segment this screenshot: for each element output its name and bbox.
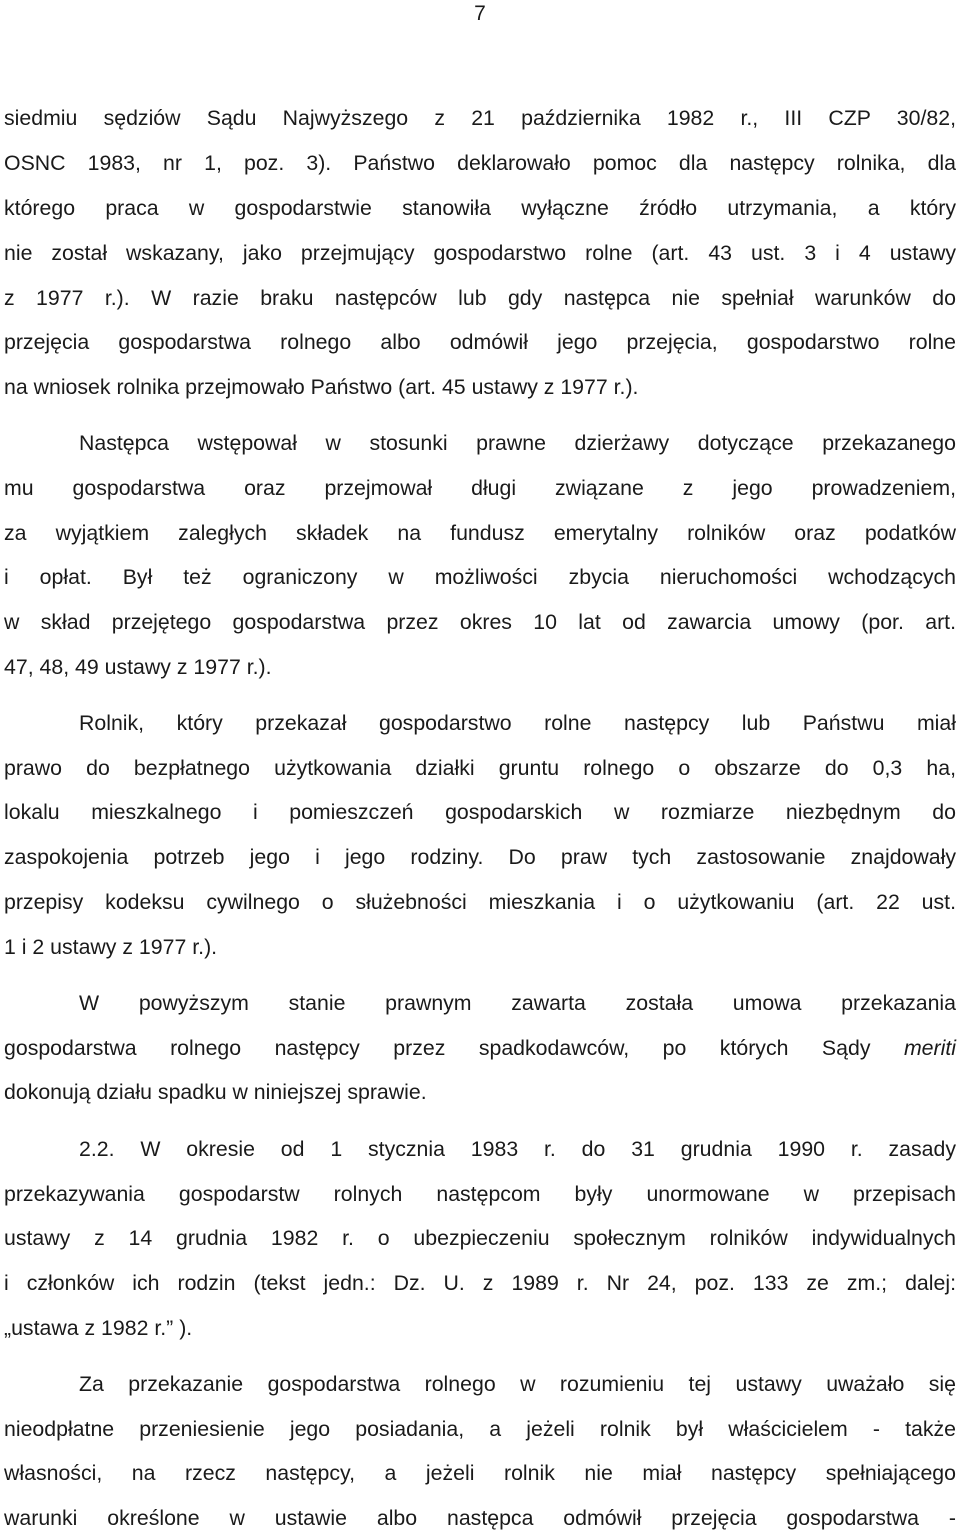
text-line: dokonują działu spadku w niniejszej sprawie. xyxy=(4,1080,427,1104)
text-line: mu gospodarstwa oraz przejmował długi związane z jego prowadzeniem, xyxy=(4,476,956,500)
text-line: na wniosek rolnika przejmowało Państwo (art. 45 ustawy z 1977 r.). xyxy=(4,375,639,399)
latin-term: meriti xyxy=(903,1036,956,1060)
text-line: własności, na rzecz następcy, a jeżeli rolnik nie miał następcy spełniającego xyxy=(4,1461,956,1485)
text-line: ustawy z 14 grudnia 1982 r. o ubezpieczeniu społecznym rolników indywidualnych xyxy=(4,1226,956,1250)
text-line: „ustawa z 1982 r.” ). xyxy=(4,1316,193,1340)
text-line: nie został wskazany, jako przejmujący gospodarstwo rolne (art. 43 ust. 3 i 4 ustawy xyxy=(4,241,956,265)
text-line: 2.2. W okresie od 1 stycznia 1983 r. do 31 grudnia 1990 r. zasady xyxy=(79,1137,956,1161)
text-line: Rolnik, który przekazał gospodarstwo rolne następcy lub Państwu miał xyxy=(79,711,956,735)
text-line: Następca wstępował w stosunki prawne dzierżawy dotyczące przekazanego xyxy=(79,431,956,455)
text-line: za wyjątkiem zaległych składek na fundusz emerytalny rolników oraz podatków xyxy=(4,521,956,545)
text-line: którego praca w gospodarstwie stanowiła wyłączne źródło utrzymania, a który xyxy=(4,196,956,220)
text-line: prawo do bezpłatnego użytkowania działki gruntu rolnego o obszarze do 0,3 ha, xyxy=(4,756,956,780)
text-line: przekazywania gospodarstw rolnych następcom były unormowane w przepisach xyxy=(4,1182,956,1206)
text-line: Za przekazanie gospodarstwa rolnego w rozumieniu tej ustawy uważało się xyxy=(79,1372,956,1396)
text-line: lokalu mieszkalnego i pomieszczeń gospodarskich w rozmiarze niezbędnym do xyxy=(4,800,956,824)
text-line: 1 i 2 ustawy z 1977 r.). xyxy=(4,935,218,959)
text-line: W powyższym stanie prawnym zawarta została umowa przekazania xyxy=(79,991,956,1015)
text-line: i członków ich rodzin (tekst jedn.: Dz. U. z 1989 r. Nr 24, poz. 133 ze zm.; dalej: xyxy=(4,1271,956,1295)
text-line: siedmiu sędziów Sądu Najwyższego z 21 października 1982 r., III CZP 30/82, xyxy=(4,106,956,130)
text-line: i opłat. Był też ograniczony w możliwości zbycia nieruchomości wchodzących xyxy=(4,565,956,589)
text-line: OSNC 1983, nr 1, poz. 3). Państwo deklarowało pomoc dla następcy rolnika, dla xyxy=(4,151,956,175)
page-number: 7 xyxy=(474,2,486,25)
text-line: przejęcia gospodarstwa rolnego albo odmówił jego przejęcia, gospodarstwo rolne xyxy=(4,330,956,354)
text-line: w skład przejętego gospodarstwa przez okres 10 lat od zawarcia umowy (por. art. xyxy=(4,610,956,634)
text-line xyxy=(4,1038,956,1059)
text-line: warunki określone w ustawie albo następca odmówił przejęcia gospodarstwa - xyxy=(4,1506,956,1530)
text-line: z 1977 r.). W razie braku następców lub gdy następca nie spełniał warunków do xyxy=(4,286,956,310)
text-segment: gospodarstwa rolnego następcy przez spadkodawców, po których Sądy xyxy=(4,1036,871,1060)
text-line: 47, 48, 49 ustawy z 1977 r.). xyxy=(4,655,272,679)
text-line: zaspokojenia potrzeb jego i jego rodziny. Do praw tych zastosowanie znajdowały xyxy=(4,845,956,869)
text-line: nieodpłatne przeniesienie jego posiadania, a jeżeli rolnik był właścicielem - także xyxy=(4,1417,956,1441)
text-line: przepisy kodeksu cywilnego o służebności mieszkania i o użytkowaniu (art. 22 ust. xyxy=(4,890,956,914)
